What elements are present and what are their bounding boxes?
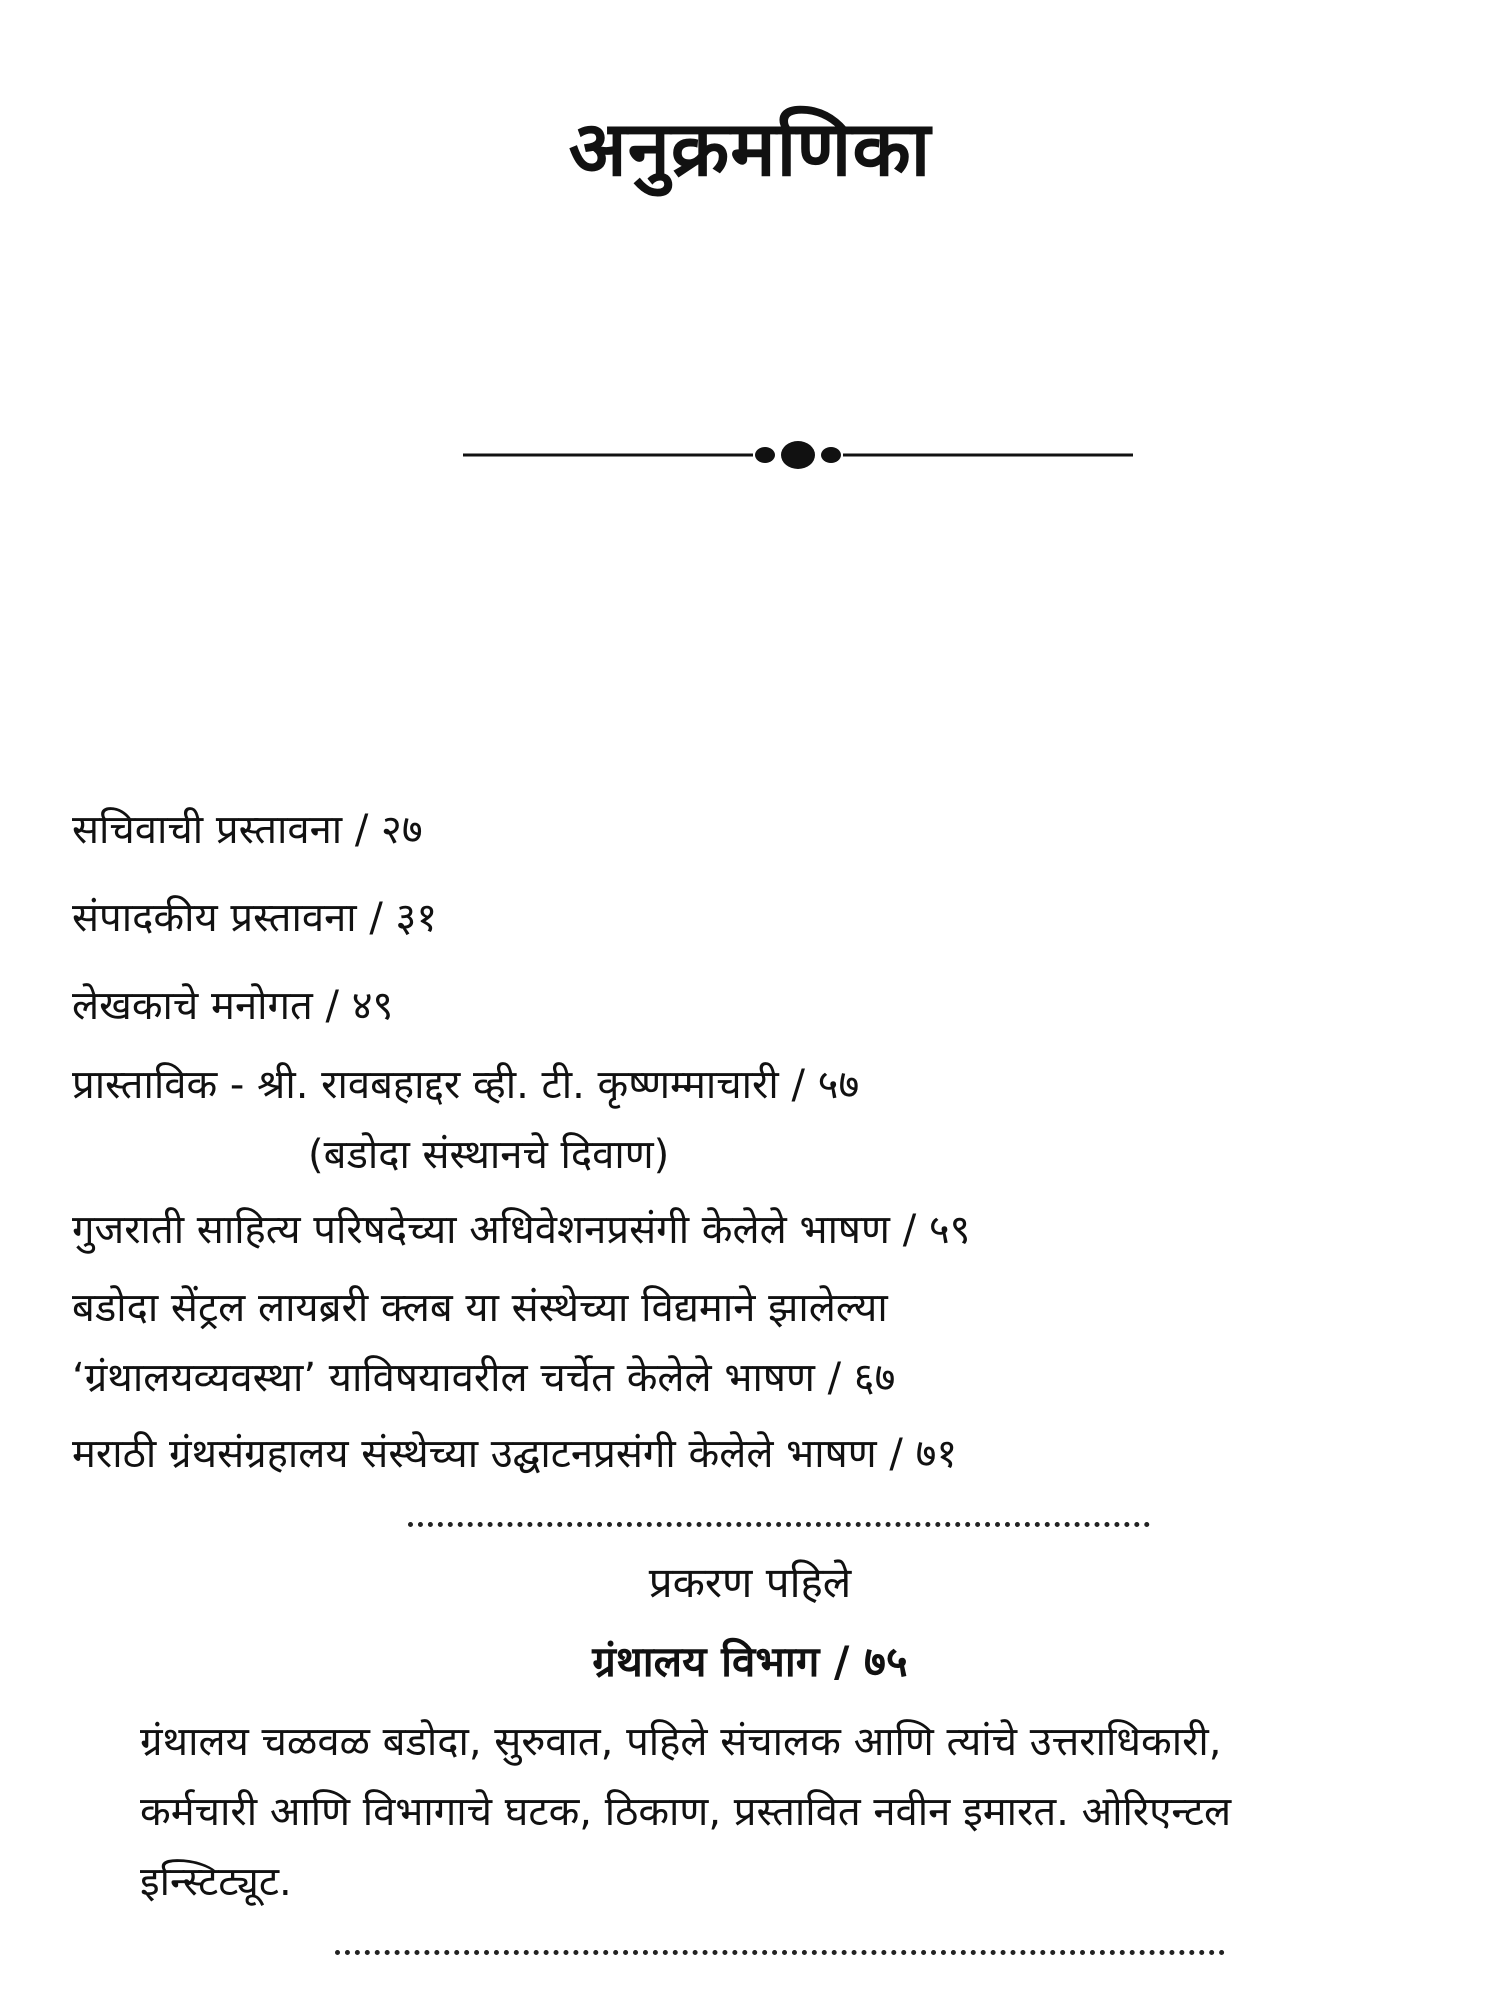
page-title: अनुक्रमणिका (568, 104, 932, 193)
toc-entry-marathi-library-speech: मराठी ग्रंथसंग्रहालय संस्थेच्या उद्घाटनप्रसंगी केलेले भाषण / ७१ (72, 1431, 958, 1477)
dotted-separator (335, 1950, 1225, 1955)
chapter-label: प्रकरण पहिले (648, 1558, 852, 1607)
chapter-title: ग्रंथालय विभाग / ७५ (592, 1637, 908, 1686)
toc-entry-introduction: प्रास्ताविक - श्री. रावबहाद्दर व्ही. टी. कृष्णम्माचारी / ५७ (72, 1062, 860, 1108)
toc-entry-library-club-line1: बडोदा सेंट्रल लायब्ररी क्लब या संस्थेच्या विद्यमाने झालेल्या (72, 1285, 888, 1331)
chapter-description-line: कर्मचारी आणि विभागाचे घटक, ठिकाण, प्रस्तावित नवीन इमारत. ओरिएन्टल (140, 1789, 1232, 1835)
toc-entry-introduction-subtitle: (बडोदा संस्थानचे दिवाण) (308, 1132, 670, 1178)
toc-entry-author-note: लेखकाचे मनोगत / ४९ (72, 983, 394, 1029)
ornament-divider-icon (463, 440, 1133, 470)
toc-entry-editorial-preface: संपादकीय प्रस्तावना / ३१ (72, 895, 438, 941)
chapter-description-line: इन्स्टिट्यूट. (140, 1859, 292, 1905)
toc-entry-secretary-preface: सचिवाची प्रस्तावना / २७ (72, 807, 423, 853)
chapter-description-line: ग्रंथालय चळवळ बडोदा, सुरुवात, पहिले संचालक आणि त्यांचे उत्तराधिकारी, (140, 1719, 1222, 1765)
toc-entry-gujarati-speech: गुजराती साहित्य परिषदेच्या अधिवेशनप्रसंगी केलेले भाषण / ५९ (72, 1207, 971, 1253)
dotted-separator (408, 1522, 1150, 1527)
toc-entry-library-club-line2: ‘ग्रंथालयव्यवस्था’ याविषयावरील चर्चेत केलेले भाषण / ६७ (72, 1355, 896, 1401)
